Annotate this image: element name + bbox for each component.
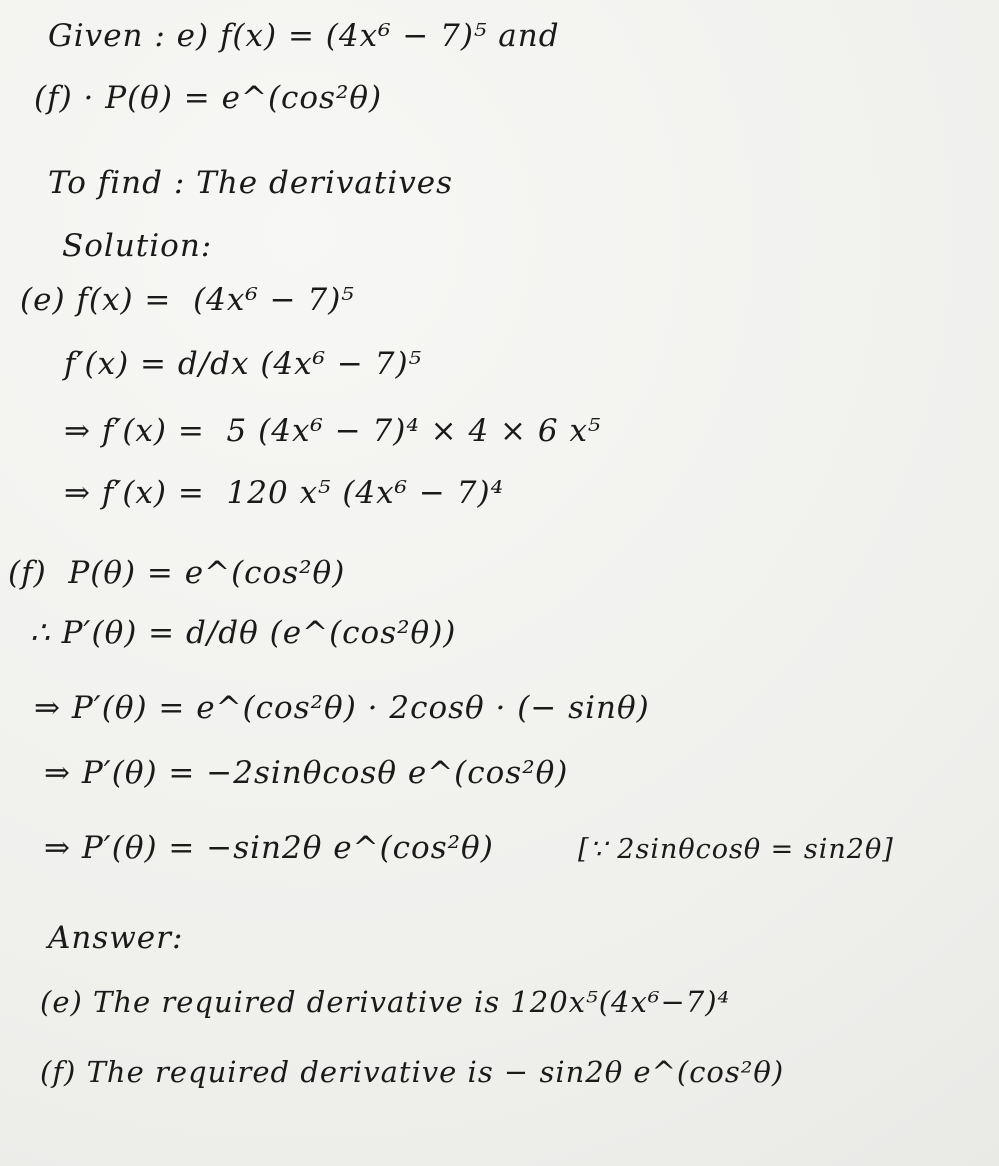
part-e-step-2: f′(x) = d/dx (4x⁶ − 7)⁵ — [64, 346, 422, 382]
part-f-step-4: ⇒ P′(θ) = −2sinθcosθ e^(cos²θ) — [44, 755, 569, 791]
part-f-step-3: ⇒ P′(θ) = e^(cos²θ) · 2cosθ · (− sinθ) — [34, 690, 650, 726]
part-f-step-2: ∴ P′(θ) = d/dθ (e^(cos²θ)) — [30, 615, 457, 651]
answer-heading: Answer: — [48, 920, 184, 956]
part-e-step-1: (e) f(x) = (4x⁶ − 7)⁵ — [20, 282, 355, 318]
part-f-step-1: (f) P(θ) = e^(cos²θ) — [8, 555, 346, 591]
answer-e: (e) The required derivative is 120x⁵(4x⁶−7)⁴ — [40, 985, 731, 1019]
solution-heading: Solution: — [62, 228, 213, 264]
part-f-step-5: ⇒ P′(θ) = −sin2θ e^(cos²θ) — [44, 830, 494, 866]
given-line-1: Given : e) f(x) = (4x⁶ − 7)⁵ and — [48, 18, 560, 54]
part-e-step-4: ⇒ f′(x) = 120 x⁵ (4x⁶ − 7)⁴ — [64, 475, 504, 511]
part-e-step-3: ⇒ f′(x) = 5 (4x⁶ − 7)⁴ × 4 × 6 x⁵ — [64, 413, 602, 449]
given-line-2: (f) · P(θ) = e^(cos²θ) — [34, 80, 383, 116]
answer-f: (f) The required derivative is − sin2θ e^(cos²θ) — [40, 1055, 785, 1089]
to-find: To find : The derivatives — [48, 165, 454, 201]
identity-note: [∵ 2sinθcosθ = sin2θ] — [578, 834, 894, 865]
